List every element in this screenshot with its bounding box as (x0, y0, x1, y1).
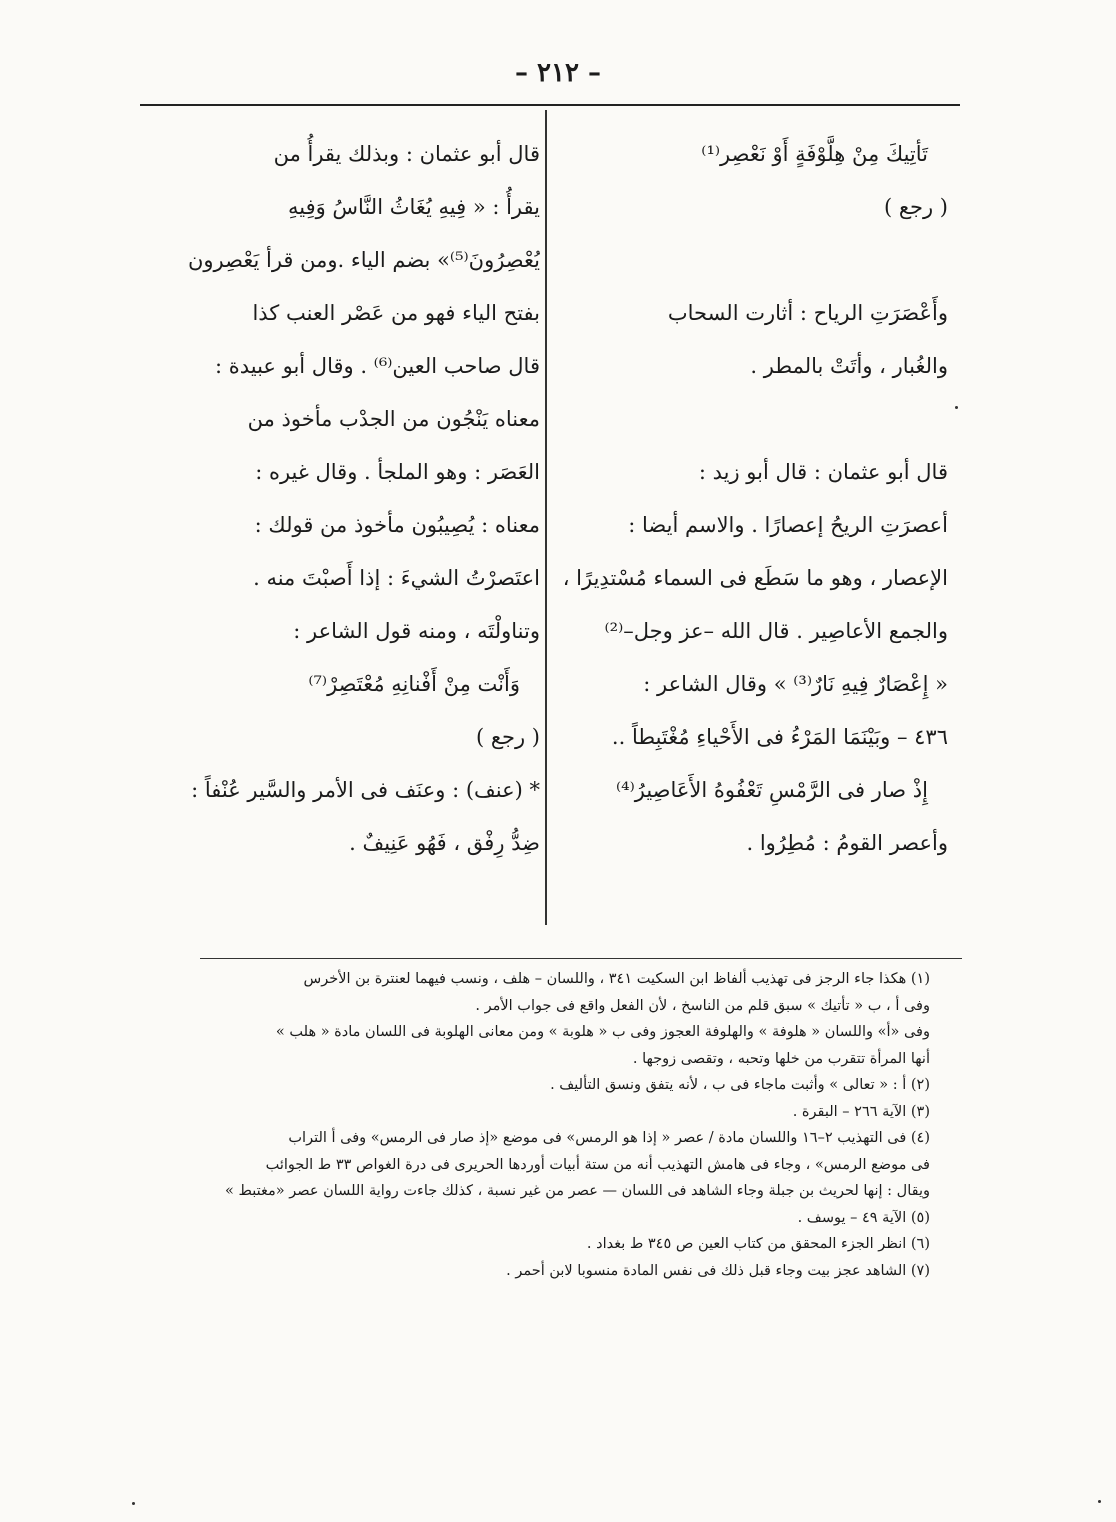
footnote-line: (١) هكذا جاء الرجز فى تهذيب ألفاظ ابن السكيت ٣٤١ ، واللسان – هلف ، ونسب فيهما لعنترة بن الأخرس (303, 971, 930, 987)
quran-quote-line: « إِعْصَارٌ فِيهِ نَارٌ⁽³⁾ » وقال الشاعر : (643, 672, 948, 696)
footnote-line: وفى أ ، ب « تأتيك » سبق قلم من الناسخ ، لأن الفعل واقع فى جواب الأمر . (475, 997, 930, 1014)
print-speck (955, 406, 958, 409)
header-rule (140, 104, 960, 106)
text-line: أعصرَتِ الريحُ إعصارًا . والاسم أيضا : (628, 513, 948, 537)
text-line: معناه : يُصِيبُون مأخوذ من قولك : (254, 513, 540, 537)
footnotes (170, 966, 930, 1284)
footnote-line: (٣) الآية ٢٦٦ – البقرة . (792, 1103, 930, 1120)
footnote-line: وفى «أ» واللسان « هلوفة » والهلوفة العجوز وفى ب « هلوبة » ومن معانى الهلوبة فى اللسان مادة « هلب » (275, 1024, 930, 1040)
text-line: الإعصار ، وهو ما سَطَع فى السماء مُسْتدِيرًا ، (562, 566, 948, 590)
print-speck (1098, 1500, 1101, 1503)
text-line: وأَعْصَرَتِ الرياح : أثارت السحاب (667, 301, 948, 325)
entry-heading-line: * (عنف) : وعنَف فى الأمر والسَّير عُنْفاً : (191, 778, 540, 802)
verse-line: وَأَنْت مِنْ أَفْنانِهِ مُعْتَصِرْ⁽⁷⁾ (308, 672, 520, 696)
footnote-line: ويقال : إنها لحريث بن جبلة وجاء الشاهد فى اللسان — عصر من غير نسبة ، كذلك جاءت رواية اللسان عصر «مغتبط » (225, 1183, 930, 1199)
footnote-line: (٥) الآية ٤٩ – يوسف . (797, 1209, 930, 1226)
text-line: قال أبو عثمان : وبذلك يقرأُ من (273, 142, 540, 166)
text-line: وتناولْتَه ، ومنه قول الشاعر : (293, 619, 540, 643)
footnote-line: أنها المرأة تتقرب من خلها وتحبه ، وتقصى زوجها . (632, 1050, 930, 1067)
text-line: قال صاحب العين⁽⁶⁾ . وقال أبو عبيدة : (214, 354, 540, 378)
text-line: ضِدُّ رِفْق ، فَهُو عَنِيفٌ . (349, 831, 540, 855)
text-line: اعتَصرْتُ الشيءَ : إذا أَصبْتَ منه . (253, 566, 540, 590)
spacer (548, 393, 948, 446)
poem-line: إِذْ صار فى الرَّمْسِ تَعْفُوهُ الأَعَاصِيرُ⁽⁴⁾ (615, 778, 928, 802)
spacer (548, 234, 948, 287)
text-line: وأعصر القومُ : مُطِرُوا . (746, 831, 948, 855)
footnote-line: فى موضع الرمس» ، وجاء فى هامش التهذيب أنه من ستة أبيات أوردها الحريرى فى درة الغواص ٣٣ ط الجوائب (265, 1156, 930, 1173)
poem-line-numbered: ٤٣٦ – وبَيْنَمَا المَرْءُ فى الأَحْياءِ مُغْتَبِطاً .. (611, 725, 948, 749)
text-line: والجمع الأعاصِير . قال الله –عز وجل–⁽²⁾ (604, 619, 948, 643)
text-line: يقرأُ : « فِيهِ يُغَاثُ النَّاسُ وَفِيهِ (287, 195, 540, 219)
footnote-line: (٢) أ : « تعالى » وأثبت ماجاء فى ب ، لأنه يتفق ونسق التأليف . (550, 1077, 930, 1093)
left-column (140, 128, 540, 870)
page-number: – ٢١٢ – (514, 58, 602, 88)
text-line: بفتح الياء فهو من عَصْر العنب كذا (252, 301, 540, 325)
text-line: معناه يَنْجُون من الجدْب مأخوذ من (247, 407, 540, 431)
text-line: يُعْصِرُونَ⁽⁵⁾» بضم الياء .ومن قرأ يَعْصِرون (187, 248, 540, 272)
verse-meter-note: ( رجع ) (475, 725, 540, 749)
text-line: قال أبو عثمان : قال أبو زيد : (698, 460, 948, 484)
footnote-line: (٧) الشاهد عجز بيت وجاء قبل ذلك فى نفس المادة منسوبا لابن أحمر . (506, 1262, 930, 1279)
column-divider (545, 110, 547, 925)
text-line: والغُبار ، وأتَتْ بالمطر . (750, 354, 948, 378)
footnote-line: (٤) فى التهذيب ٢–١٦ واللسان مادة / عصر « إذا هو الرمس» فى موضع «إذ صار فى الرمس» وفى أ التراب (288, 1130, 930, 1146)
right-column (548, 128, 948, 870)
footnote-rule (200, 958, 962, 959)
footnote-line: (٦) انظر الجزء المحقق من كتاب العين ص ٣٤٥ ط بغداد . (586, 1236, 930, 1252)
verse-meter-note: ( رجع ) (883, 195, 948, 219)
text-line: العَصَر : وهو الملجأ . وقال غيره : (255, 460, 540, 484)
verse-line: تَأتِيكَ مِنْ هِلَّوْفَةٍ أَوْ نَعْصِر⁽¹⁾ (701, 142, 928, 166)
print-speck (132, 1502, 135, 1505)
